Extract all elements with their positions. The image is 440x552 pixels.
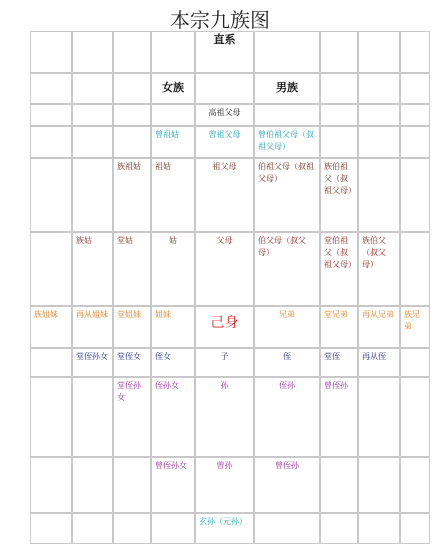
- table-cell-empty: [151, 513, 195, 544]
- table-cell-empty: [320, 513, 358, 544]
- table-cell-cousin-niece-2: 堂侄孙女: [72, 348, 113, 377]
- table-cell-clan-sisters: 族姐妹: [30, 306, 72, 348]
- table-cell-empty: [400, 377, 430, 457]
- table-cell-empty: [400, 457, 430, 513]
- table-cell-second-cousin-brothers: 再从兄弟: [358, 306, 400, 348]
- table-cell-empty: [320, 73, 358, 104]
- kinship-chart-table: [30, 31, 430, 544]
- table-cell-cousin-nephew: 堂侄: [320, 348, 358, 377]
- table-cell-clan-grand-aunt: 族祖姑: [113, 158, 151, 232]
- table-cell-clan-aunt: 族姑: [72, 232, 113, 306]
- table-cell-empty: [358, 513, 400, 544]
- table-cell-empty: [72, 158, 113, 232]
- table-cell-empty: [358, 73, 400, 104]
- table-cell-grand-uncle: 伯祖父母（叔祖父母）: [254, 158, 320, 232]
- table-cell-empty: [320, 104, 358, 126]
- table-cell-empty: [358, 126, 400, 158]
- table-cell-great-grand-aunt: 曾祖姑: [151, 126, 195, 158]
- table-cell-empty: [30, 348, 72, 377]
- table-cell-header-male: [254, 73, 320, 104]
- table-cell-empty: [72, 73, 113, 104]
- header-female-line: 女族: [162, 81, 184, 94]
- table-cell-brothers: 兄弟: [254, 306, 320, 348]
- table-cell-parents: 父母: [195, 232, 254, 306]
- table-cell-empty: [320, 31, 358, 73]
- table-cell-empty: [400, 31, 430, 73]
- table-cell-empty: [72, 104, 113, 126]
- table-cell-grandparents: 祖父母: [195, 158, 254, 232]
- table-cell-empty: [358, 158, 400, 232]
- table-cell-clan-uncle: 族伯父（叔父母）: [358, 232, 400, 306]
- table-cell-empty: [113, 126, 151, 158]
- table-cell-empty: [195, 73, 254, 104]
- table-cell-empty: [400, 126, 430, 158]
- table-cell-great-grandson: 曾孙: [195, 457, 254, 513]
- table-cell-great-grand-niece: 曾侄孙女: [151, 457, 195, 513]
- table-cell-empty: [320, 457, 358, 513]
- table-cell-uncle: 伯父母（叔父母）: [254, 232, 320, 306]
- table-cell-empty: [113, 31, 151, 73]
- table-cell-empty: [113, 73, 151, 104]
- table-cell-empty: [30, 457, 72, 513]
- table-cell-clan-grand-uncle: 族伯祖父（叔祖父母）: [320, 158, 358, 232]
- table-cell-niece: 侄女: [151, 348, 195, 377]
- table-cell-empty: [72, 457, 113, 513]
- table-cell-empty: [400, 158, 430, 232]
- table-cell-great-great-grandparents: 高祖父母: [195, 104, 254, 126]
- table-cell-grandson: 孙: [195, 377, 254, 457]
- table-cell-empty: [358, 457, 400, 513]
- table-cell-empty: [113, 457, 151, 513]
- table-cell-empty: [358, 104, 400, 126]
- table-cell-empty: [151, 104, 195, 126]
- table-cell-empty: [358, 31, 400, 73]
- table-cell-empty: [30, 158, 72, 232]
- table-cell-grand-nephew: 侄孙: [254, 377, 320, 457]
- table-cell-empty: [400, 232, 430, 306]
- table-cell-empty: [151, 31, 195, 73]
- table-cell-empty: [113, 513, 151, 544]
- table-cell-header-female: [151, 73, 195, 104]
- table-cell-great-grand-nephew: 曾侄孙: [320, 377, 358, 457]
- header-direct-line: 直系: [213, 33, 236, 46]
- table-cell-self: 己身: [195, 306, 254, 348]
- table-cell-empty: [30, 232, 72, 306]
- table-cell-cousin-brothers: 堂兄弟: [320, 306, 358, 348]
- table-cell-cousin-aunt: 堂姑: [113, 232, 151, 306]
- table-cell-empty: [254, 104, 320, 126]
- table-cell-son: 子: [195, 348, 254, 377]
- table-cell-empty: [254, 513, 320, 544]
- header-male-line: 男族: [276, 81, 298, 94]
- table-cell-empty: [72, 126, 113, 158]
- table-cell-empty: [30, 73, 72, 104]
- table-cell-empty: [30, 31, 72, 73]
- table-cell-empty: [72, 31, 113, 73]
- table-cell-empty: [400, 513, 430, 544]
- table-cell-empty: [320, 126, 358, 158]
- table-cell-empty: [72, 513, 113, 544]
- table-cell-great-grandparents: 曾祖父母: [195, 126, 254, 158]
- table-cell-great-grand-uncle: 曾伯祖父母（叔祖父母）: [254, 126, 320, 158]
- page-title: 本宗九族图: [170, 8, 270, 32]
- table-cell-cousin-sisters: 堂姐妹: [113, 306, 151, 348]
- table-cell-empty: [254, 31, 320, 73]
- table-cell-empty: [400, 348, 430, 377]
- table-cell-great-great-grandson: 玄孙（元孙）: [195, 513, 254, 544]
- table-cell-second-cousin-sisters: 再从姐妹: [72, 306, 113, 348]
- table-cell-aunt: 姑: [151, 232, 195, 306]
- table-cell-grand-niece: 侄孙女: [151, 377, 195, 457]
- table-cell-empty: [30, 104, 72, 126]
- table-cell-header-direct: [195, 31, 254, 73]
- table-cell-cousin-grand-uncle: 堂伯祖父（叔祖父母）: [320, 232, 358, 306]
- table-cell-empty: [30, 126, 72, 158]
- table-cell-great-grand-nephew-2: 曾侄孙: [254, 457, 320, 513]
- table-cell-empty: [30, 513, 72, 544]
- table-cell-empty: [400, 104, 430, 126]
- table-cell-empty: [400, 73, 430, 104]
- table-cell-grand-aunt: 祖姑: [151, 158, 195, 232]
- table-cell-empty: [72, 377, 113, 457]
- table-cell-second-cousin-nephew: 再从侄: [358, 348, 400, 377]
- table-cell-nephew: 侄: [254, 348, 320, 377]
- table-cell-cousin-grand-niece: 堂侄孙女: [113, 377, 151, 457]
- table-cell-cousin-niece: 堂侄女: [113, 348, 151, 377]
- table-cell-empty: [113, 104, 151, 126]
- table-cell-empty: [358, 377, 400, 457]
- table-cell-empty: [30, 377, 72, 457]
- table-cell-sisters: 姐妹: [151, 306, 195, 348]
- table-cell-clan-brothers: 族兄弟: [400, 306, 430, 348]
